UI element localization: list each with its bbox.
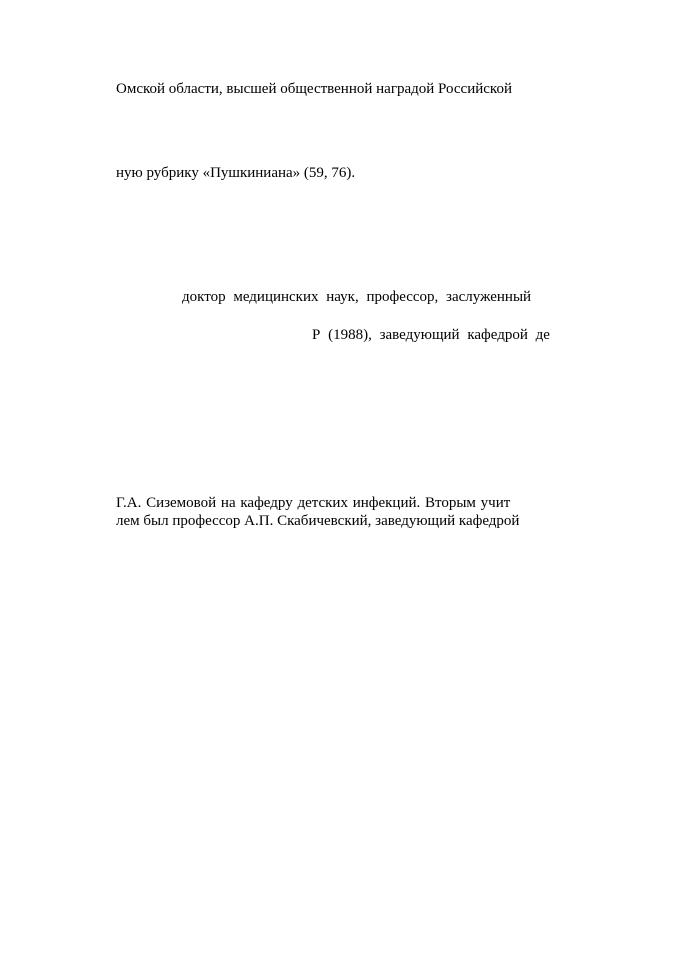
- text-line-5: Г.А. Сиземовой на кафедру детских инфекций. Вторым учит: [116, 495, 511, 511]
- text-line-1: Омской области, высшей общественной наградой Российской: [116, 81, 512, 97]
- text-line-6: лем был профессор А.П. Скабичевский, заведующий кафедрой: [116, 513, 520, 529]
- text-line-2: ную рубрику «Пушкиниана» (59, 76).: [116, 165, 356, 181]
- text-line-3: доктор медицинских наук, профессор, заслуженный: [182, 289, 532, 305]
- text-line-4: Р (1988), заведующий кафедрой де: [312, 327, 550, 343]
